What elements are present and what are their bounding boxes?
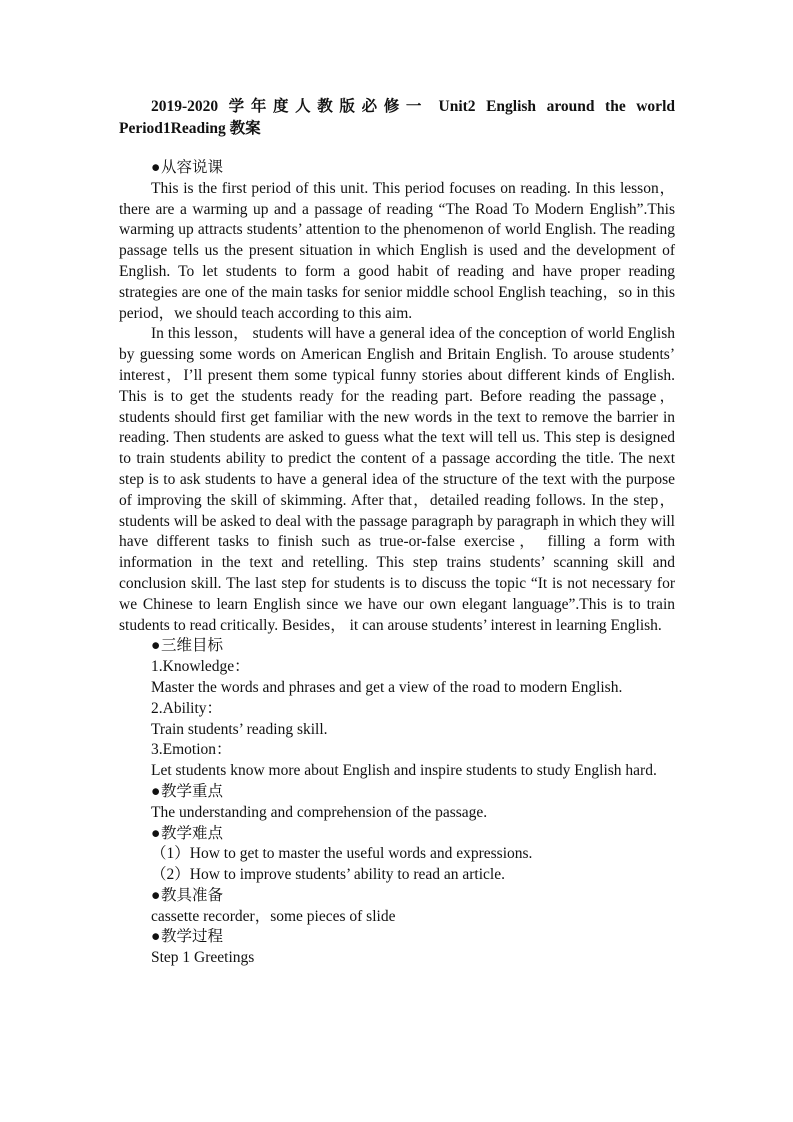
heading-label: 教学重点 bbox=[161, 782, 224, 800]
heading-label: 三维目标 bbox=[161, 637, 224, 655]
section-heading-key-points bbox=[119, 782, 675, 803]
heading-label: 教学难点 bbox=[161, 824, 224, 842]
section-heading-teaching-process bbox=[119, 927, 675, 948]
goal-knowledge-label: 1.Knowledge： bbox=[151, 658, 250, 676]
section-heading-goals bbox=[119, 636, 675, 657]
key-points-text: The understanding and comprehension of the passage. bbox=[151, 803, 488, 821]
goal-ability-label: 2.Ability： bbox=[151, 699, 223, 717]
teaching-aids-text: cassette recorder，some pieces of slide bbox=[151, 907, 396, 925]
document-page bbox=[119, 96, 675, 969]
document-title: 2019-2020 学年度人教版必修一 Unit2 English around the world Period1Reading 教案 bbox=[119, 98, 675, 137]
section-heading-teaching-aids bbox=[119, 886, 675, 907]
difficult-point-1: （1）How to get to master the useful words and expressions. bbox=[151, 845, 533, 863]
intro-paragraph-2: In this lesson， students will have a general idea of the conception of world English by guessing some words on American English and Britain English. To arouse students’ interest，I’ll present them some typical funny stories about different kinds of English. This is to get the students ready for the reading part. Before reading the passage，students should first get familiar with the new words in the text to remove the barrier in reading. Then students are asked to guess what the text will tell us. This step is designed to train students ability to predict the content of a passage according the title. The next step is to ask students to have a general idea of the structure of the text with the purpose of improving the skill of skimming. After that，detailed reading follows. In the step， students will be asked to deal with the passage paragraph by paragraph in which they will have different tasks to finish such as true-or-false exercise， filling a form with information in the text and retelling. This step trains students’ scanning skill and conclusion skill. The last step for students is to discuss the topic “It is not necessary for we Chinese to learn English since we have our own elegant language”.This is to train students to read critically. Besides， it can arouse students’ interest in learning English. bbox=[119, 325, 675, 634]
goal-emotion-text: Let students know more about English and inspire students to study English hard. bbox=[151, 762, 657, 780]
bullet-icon: ● bbox=[151, 824, 161, 842]
bullet-icon: ● bbox=[151, 886, 161, 904]
goal-knowledge-text: Master the words and phrases and get a view of the road to modern English. bbox=[151, 678, 623, 696]
bullet-icon: ● bbox=[151, 928, 161, 946]
section-heading-intro bbox=[119, 158, 675, 179]
heading-label: 从容说课 bbox=[161, 159, 224, 176]
heading-label: 教学过程 bbox=[161, 928, 224, 946]
goal-emotion-label: 3.Emotion： bbox=[151, 741, 232, 759]
intro-paragraph-1: This is the first period of this unit. This period focuses on reading. In this lesson， there are a warming up and a passage of reading “The Road To Modern English”.This warming up attracts students’ attention to the phenomenon of world English. The reading passage tells us the present situation in which English is used and the development of English. To let students to form a good habit of reading and have proper reading strategies are one of the main tasks for senior middle school English teaching，so in this period，we should teach according to this aim. bbox=[119, 179, 675, 322]
bullet-icon: ● bbox=[151, 637, 161, 655]
heading-label: 教具准备 bbox=[161, 886, 224, 904]
bullet-icon: ● bbox=[151, 159, 161, 176]
goal-ability-text: Train students’ reading skill. bbox=[151, 720, 328, 738]
section-heading-difficult-points bbox=[119, 824, 675, 845]
bullet-icon: ● bbox=[151, 782, 161, 800]
step-1-label: Step 1 Greetings bbox=[151, 949, 255, 967]
difficult-point-2: （2）How to improve students’ ability to read an article. bbox=[151, 866, 505, 884]
